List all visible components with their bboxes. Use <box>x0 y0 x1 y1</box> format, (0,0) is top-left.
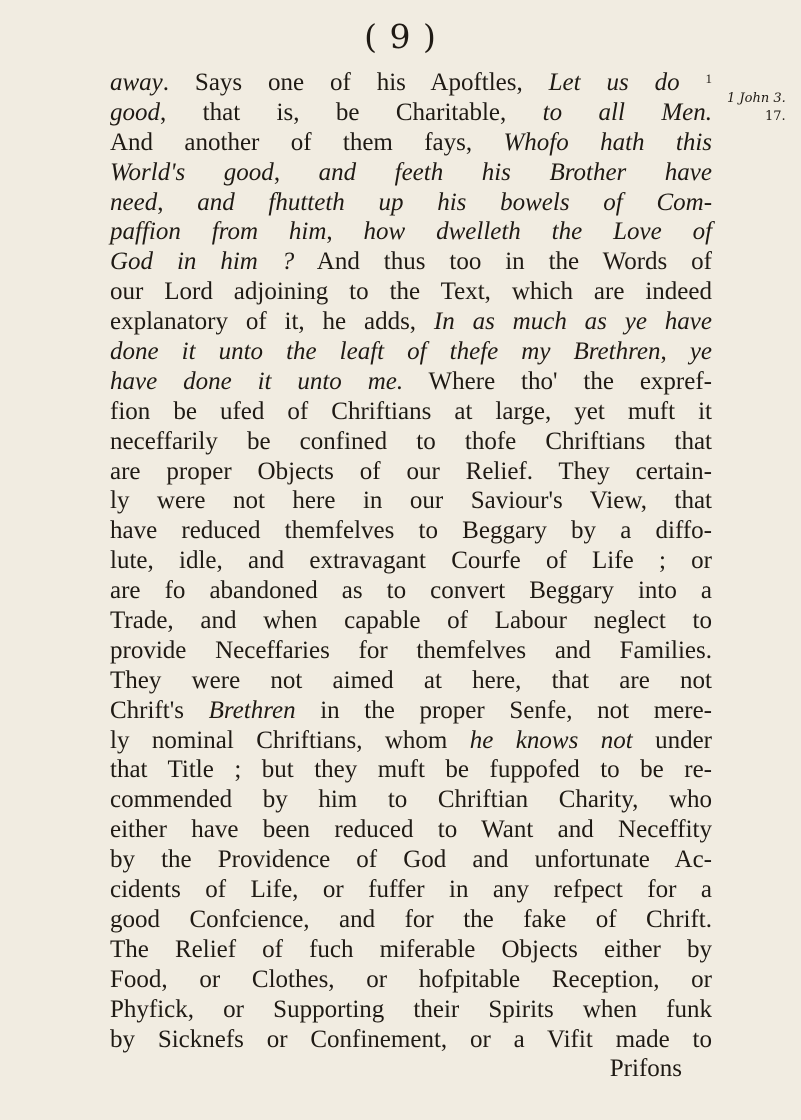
text-segment: ly were not here in our Saviour's View, that <box>110 487 712 515</box>
text-line <box>110 546 712 576</box>
text-segment: They were not aimed at here, that are not <box>110 666 712 694</box>
italic-text: have done it unto me. <box>110 367 404 395</box>
italic-text: paffion from him <box>110 218 327 246</box>
text-line <box>110 1054 712 1084</box>
text-segment: , <box>660 338 690 366</box>
text-line <box>110 785 712 815</box>
text-segment: Prifons <box>609 1055 682 1083</box>
text-segment: have reduced themfelves to Beggary by a diffo- <box>110 517 712 545</box>
text-segment: And thus too in the Words of <box>294 248 713 276</box>
text-segment: in the proper Senfe, not mere- <box>295 696 712 724</box>
margin-reference-verse: 17. <box>765 109 786 124</box>
text-line <box>110 606 712 636</box>
text-segment: , that is, be Charitable, <box>160 98 543 126</box>
text-line <box>110 935 712 965</box>
text-line <box>110 158 712 188</box>
text-segment: our Lord adjoining to the Text, which are indeed <box>110 278 712 306</box>
text-segment: under <box>632 726 712 754</box>
text-segment: explanatory of it, he adds, <box>110 308 434 336</box>
italic-text: ye <box>689 338 713 366</box>
italic-text: need <box>110 188 158 216</box>
text-segment: that Title ; but they muft be fuppofed to be re- <box>110 756 712 784</box>
text-segment: , <box>157 188 198 216</box>
text-segment: Where tho' the expref- <box>403 367 713 395</box>
italic-text: Brethren <box>208 696 296 724</box>
text-line <box>110 576 712 606</box>
footnote-marker: 1 <box>705 71 712 86</box>
text-line <box>110 98 712 128</box>
text-segment: commended by him to Chriftian Charity, who <box>110 786 712 814</box>
body-text <box>110 68 712 1084</box>
text-line <box>110 516 712 546</box>
margin-reference <box>727 90 801 126</box>
text-line <box>110 636 712 666</box>
text-segment: are proper Objects of our Relief. They certain- <box>110 457 712 485</box>
text-line <box>110 696 712 726</box>
text-line <box>110 337 712 367</box>
text-segment: lute, idle, and extravagant Courfe of Life ; or <box>110 547 712 575</box>
text-line <box>110 128 712 158</box>
italic-text: how dwelleth the Love of <box>363 218 713 246</box>
text-segment: And another of them fays, <box>110 128 504 156</box>
text-line <box>110 755 712 785</box>
text-segment: Food, or Clothes, or hofpitable Reception, or <box>110 965 712 993</box>
text-line <box>110 307 712 337</box>
text-segment: Phyfick, or Supporting their Spirits when funk <box>110 995 712 1023</box>
text-segment: neceffarily be confined to thofe Chriftians that <box>110 427 712 455</box>
italic-text: away <box>110 69 163 96</box>
text-segment: cidents of Life, or fuffer in any refpect for a <box>110 876 712 904</box>
text-line <box>110 965 712 995</box>
text-line <box>110 845 712 875</box>
italic-text: God in him ? <box>110 248 295 276</box>
text-segment: , <box>326 218 364 246</box>
text-line <box>110 995 712 1025</box>
text-segment: are fo abandoned as to convert Beggary into a <box>110 577 712 605</box>
italic-text: he knows not <box>469 726 633 754</box>
text-line <box>110 1025 712 1055</box>
italic-text: In as much as ye have <box>433 308 712 336</box>
italic-text: World's good <box>110 158 274 186</box>
text-line <box>110 217 712 247</box>
text-line <box>110 397 712 427</box>
text-line <box>110 68 712 98</box>
text-line <box>110 277 712 307</box>
text-segment: , <box>273 158 319 186</box>
text-line <box>110 486 712 516</box>
text-segment: good Confcience, and for the fake of Chrift. <box>110 905 712 933</box>
italic-text: done it unto the leaft of thefe my Brethren <box>110 338 661 366</box>
italic-text: and feeth his Brother have <box>318 158 713 186</box>
text-segment: by Sicknefs or Confinement, or a Vifit made to <box>110 1025 712 1053</box>
text-segment: The Relief of fuch miferable Objects either by <box>110 935 712 963</box>
text-line <box>110 905 712 935</box>
text-segment: Trade, and when capable of Labour neglect to <box>110 607 712 635</box>
text-segment: . Says one of his Apoftles, <box>162 69 549 96</box>
text-line <box>110 875 712 905</box>
page-number: ( 9 ) <box>364 17 437 56</box>
text-line <box>110 666 712 696</box>
italic-text: Let us do <box>548 69 680 96</box>
text-segment: fion be ufed of Chriftians at large, yet muft it <box>110 397 712 425</box>
italic-text: good <box>110 98 160 126</box>
text-line <box>110 367 712 397</box>
italic-text: and fhutteth up his bowels of Com- <box>197 188 713 216</box>
italic-text: to all Men. <box>542 98 712 126</box>
text-segment: Chrift's <box>110 696 209 724</box>
text-segment <box>680 69 706 96</box>
text-segment: either have been reduced to Want and Neceffity <box>110 816 712 844</box>
text-segment: provide Neceffaries for themfelves and Families. <box>110 636 712 664</box>
text-line <box>110 188 712 218</box>
italic-text: Whofo hath this <box>503 128 712 156</box>
text-line <box>110 726 712 756</box>
text-segment: by the Providence of God and unfortunate Ac- <box>110 846 712 874</box>
text-line <box>110 815 712 845</box>
margin-reference-book: 1 John 3. <box>727 91 786 106</box>
text-line <box>110 247 712 277</box>
text-line <box>110 427 712 457</box>
text-line <box>110 457 712 487</box>
text-segment: ly nominal Chriftians, whom <box>110 726 470 754</box>
